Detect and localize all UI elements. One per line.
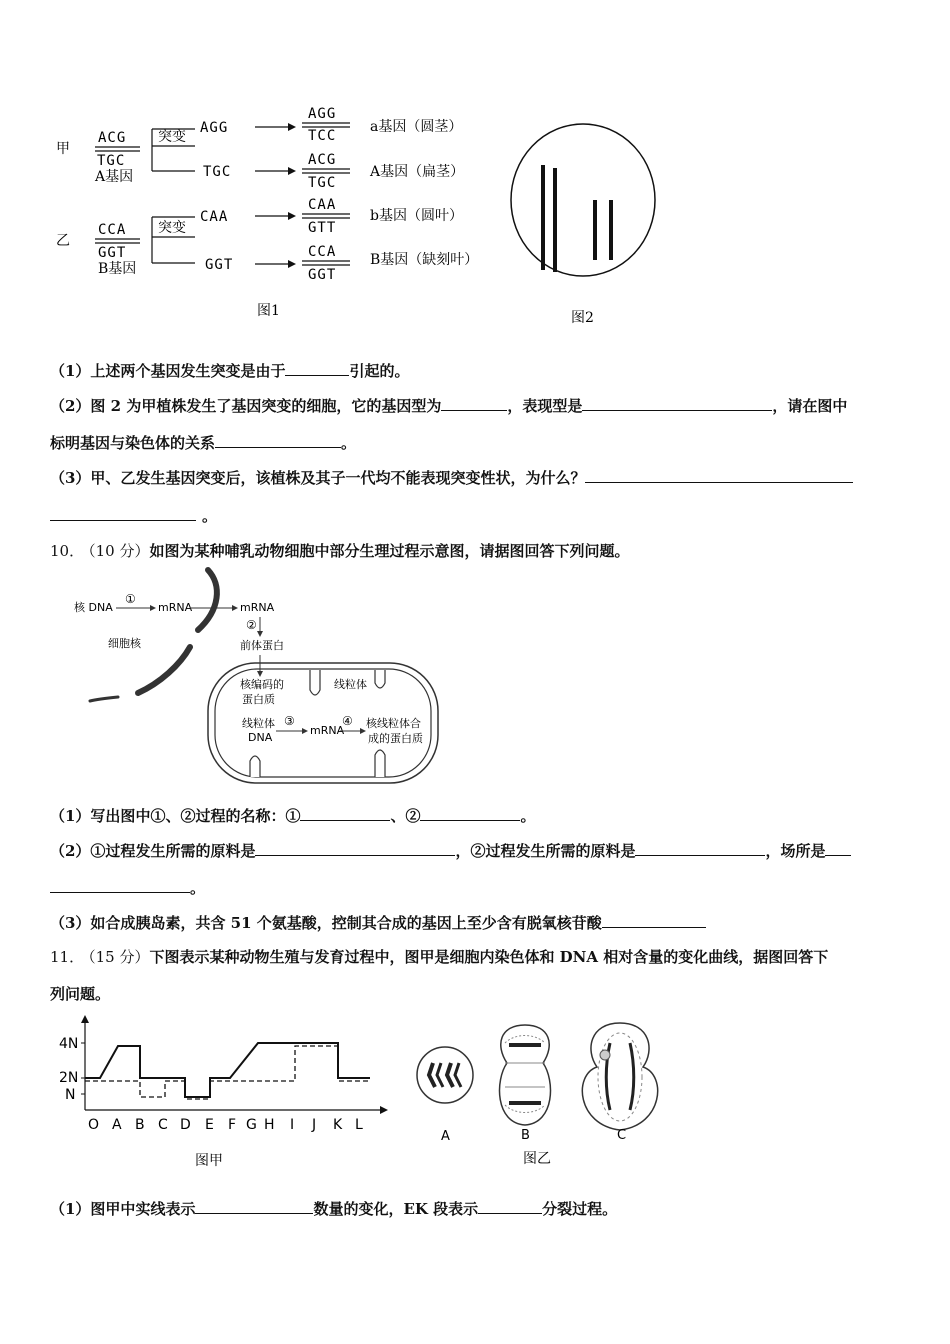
figure-2-label: 图乙 [523, 1151, 551, 1167]
answer-blank[interactable] [50, 878, 190, 893]
q10-part2-cont: 。 [50, 877, 205, 898]
mito-mrna-label: mRNA [310, 724, 345, 737]
precursor-protein-label: 前体蛋白 [240, 639, 284, 652]
row2-top-seq: ACG [308, 152, 337, 168]
x-tick-label: B [135, 1117, 145, 1133]
cell-a-label: A [441, 1129, 450, 1144]
yi-gene-label: B基因 [98, 261, 137, 277]
cell-c-label: C [617, 1128, 627, 1143]
y-label-n: N [65, 1087, 76, 1103]
x-tick-label: K [333, 1117, 343, 1133]
step4-label: ④ [342, 714, 353, 728]
q10-part1: （1）写出图中①、②过程的名称：① 、② 。 [50, 807, 536, 825]
nucleus-label: 细胞核 [108, 637, 141, 650]
figure-2-caption: 图2 [571, 310, 594, 326]
x-tick-label: L [355, 1117, 363, 1133]
nuclear-encoded-protein-label-1: 核编码的 [240, 678, 284, 691]
q11-stem: 11． （15 分）下图表示某种动物生殖与发育过程中，图甲是细胞内染色体和 DNA 相对含量的变化曲线，据图回答下 [50, 948, 829, 966]
x-tick-label: I [290, 1117, 295, 1133]
q11-stem-cont: 列问题。 [50, 985, 111, 1003]
x-tick-label: E [205, 1117, 214, 1133]
nuclear-encoded-protein-label-2: 蛋白质 [242, 693, 275, 706]
nuclear-dna-label: 核 DNA [74, 601, 113, 614]
jia-gene-label: A基因 [95, 169, 134, 185]
x-tick-label: C [158, 1117, 168, 1133]
q9-part1: （1）上述两个基因发生突变是由于 引起的。 [50, 362, 410, 380]
mitochondrion-label: 线粒体 [334, 678, 367, 691]
jia-mutation-label: 突变 [158, 129, 186, 145]
figure-q11-graph [55, 1015, 395, 1175]
x-tick-label: H [264, 1117, 275, 1133]
x-tick-label: D [180, 1117, 191, 1133]
row4-bottom-seq: GGT [308, 267, 337, 283]
yi-label: 乙 [56, 233, 70, 249]
row4-mid-seq: GGT [205, 257, 234, 273]
mito-protein-label-2: 成的蛋白质 [368, 732, 423, 745]
row3-gene-label: b基因（圆叶） [370, 208, 463, 224]
q9-part3-cont: 。 [50, 505, 217, 526]
jia-label: 甲 [56, 141, 70, 157]
mrna-label-2: mRNA [240, 601, 275, 614]
answer-blank[interactable] [585, 468, 853, 483]
answer-blank[interactable] [195, 1199, 313, 1214]
answer-blank[interactable] [635, 841, 765, 856]
row3-top-seq: CAA [308, 197, 337, 213]
yi-top-seq: CCA [98, 222, 127, 238]
step3-label: ③ [284, 714, 295, 728]
row1-mid-seq: AGG [200, 120, 229, 136]
row2-mid-seq: TGC [203, 164, 232, 180]
solid-curve [85, 1043, 370, 1097]
answer-blank[interactable] [441, 396, 507, 411]
mrna-label: mRNA [158, 601, 193, 614]
yi-bottom-seq: GGT [98, 245, 127, 261]
row3-mid-seq: CAA [200, 209, 229, 225]
x-axis-labels [88, 1117, 363, 1133]
answer-blank[interactable] [825, 841, 851, 856]
graph-caption: 图甲 [195, 1153, 223, 1169]
dashed-curve [85, 1046, 370, 1099]
row3-bottom-seq: GTT [308, 220, 337, 236]
q10-part3: （3）如合成胰岛素，共含 51 个氨基酸，控制其合成的基因上至少含有脱氧核苷酸 [50, 912, 706, 933]
row2-gene-label: A基因（扁茎） [370, 164, 465, 180]
x-tick-label: A [112, 1117, 122, 1133]
answer-blank[interactable] [285, 361, 349, 376]
yi-mutation-label: 突变 [158, 220, 186, 236]
cell-b-label: B [521, 1128, 530, 1143]
row2-bottom-seq: TGC [308, 175, 337, 191]
mito-dna-label-1: 线粒体 [242, 717, 275, 730]
q9-part2: （2）图 2 为甲植株发生了基因突变的细胞，它的基因型为 ，表现型是 ，请在图中 [50, 397, 848, 415]
x-tick-label: O [88, 1117, 100, 1133]
figure-q11-cells [405, 1015, 675, 1175]
y-label-2n: 2N [59, 1070, 79, 1086]
x-tick-label: J [312, 1117, 317, 1133]
answer-blank[interactable] [50, 506, 196, 521]
q11-part1: （1）图甲中实线表示 数量的变化，EK 段表示 分裂过程。 [50, 1200, 618, 1218]
row4-top-seq: CCA [308, 244, 337, 260]
answer-blank[interactable] [300, 806, 390, 821]
figure-1 [40, 95, 510, 325]
figure-1-caption: 图1 [257, 303, 280, 319]
mito-protein-label-1: 核线粒体合 [366, 717, 421, 730]
figure-2 [505, 120, 665, 330]
answer-blank[interactable] [215, 433, 341, 448]
answer-blank[interactable] [602, 913, 706, 928]
answer-blank[interactable] [420, 806, 520, 821]
q10-stem: 10． （10 分）如图为某种哺乳动物细胞中部分生理过程示意图，请据图回答下列问题。 [50, 542, 630, 560]
answer-blank[interactable] [255, 841, 455, 856]
jia-bottom-seq: TGC [97, 153, 126, 169]
q9-part2-cont: 标明基因与染色体的关系 。 [50, 434, 357, 452]
answer-blank[interactable] [478, 1199, 542, 1214]
q10-part2: （2）①过程发生所需的原料是 ，②过程发生所需的原料是 ，场所是 [50, 840, 851, 861]
answer-blank[interactable] [582, 396, 772, 411]
q9-part3: （3）甲、乙发生基因突变后，该植株及其子一代均不能表现突变性状，为什么？ [50, 467, 853, 488]
step1-label: ① [125, 592, 136, 606]
row4-gene-label: B基因（缺刻叶） [370, 252, 479, 268]
step2-label: ② [246, 618, 257, 632]
row1-bottom-seq: TCC [308, 128, 337, 144]
x-tick-label: G [246, 1117, 257, 1133]
row1-top-seq: AGG [308, 106, 337, 122]
figure-q10-cell-diagram [70, 565, 450, 795]
row1-gene-label: a基因（圆茎） [370, 119, 463, 135]
jia-top-seq: ACG [98, 130, 127, 146]
y-label-4n: 4N [59, 1036, 79, 1052]
mito-dna-label-2: DNA [248, 731, 273, 744]
x-tick-label: F [228, 1117, 237, 1133]
